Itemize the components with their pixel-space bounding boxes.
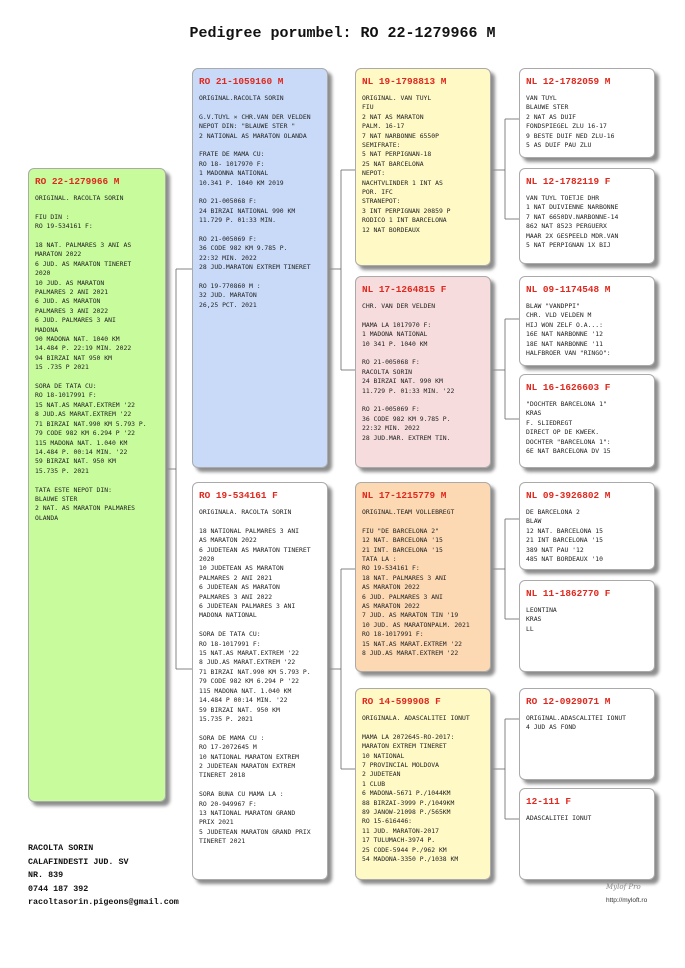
note-line: 389 NAT PAU '12 [526,545,584,554]
pedigree-notes [526,194,648,250]
note-line: 4 JUD AS FOND [526,723,577,732]
note-line: 79 CODE 982 KM 6.294 P '22 [35,429,136,438]
note-line: 5 NAT PERPIGNAN-18 [362,150,432,159]
note-line: 5 NAT PERPIGNAN 1X BIJ [526,241,611,250]
note-line: FONDSPIEGEL ZLU 16-17 [526,122,607,131]
pedigree-notes [526,606,648,634]
ring-number: NL 12-1782059 M [526,76,611,87]
pedigree-notes [526,714,648,733]
note-line: F. SLIEDREGT [526,418,573,427]
note-line: FIU [362,103,374,112]
note-line: 15 NAT.AS MARAT.EXTREM '22 [199,649,300,658]
note-line: RO 19-770860 M : [199,282,261,291]
note-line: 6E NAT BARCELONA DV 15 [526,447,611,456]
ring-number: RO 21-1059160 M [199,76,284,87]
note-line: 88 BIRZAI-3999 P./1049KM [362,798,455,807]
note-line: PALMARES 3 ANI 2022 [199,592,273,601]
note-line: KRAS [526,615,542,624]
note-line: ORIGINAL.ADASCALITEI IONUT [526,714,627,722]
note-line: 7 JUD. AS MARATON TIN '19 [362,611,459,620]
note-line: 15.735 P. 2021 [199,714,253,723]
note-line: 12 NAT. BARCELONA 15 [526,526,603,535]
note-line: 2 NAT AS MARATON [362,112,424,121]
pedigree-notes [199,94,321,310]
ring-number: NL 12-1782119 F [526,176,611,187]
note-line: PRIX 2021 [199,818,234,827]
note-line: RO 17-2072645 M [199,743,257,752]
card-dam [192,482,328,880]
card-sire-sire [355,68,491,266]
note-line [35,232,159,241]
card-subject [28,168,166,802]
note-line [362,396,484,405]
note-line: 25 CODE-5944 P./962 KM [362,845,447,854]
breeder-phone: 0744 187 392 [28,883,89,894]
note-line: 15 .735 P 2021 [35,363,89,372]
note-line: RO 21-005069 F: [362,405,420,414]
note-line: TATA LA : [362,555,397,564]
note-line: SEMIFRATE: [362,141,401,150]
software-url: http://myloft.ro [606,897,648,904]
note-line: RO 18-1017991 F: [362,630,424,639]
note-line: 6 JUD. AS MARATON TINERET [35,259,132,268]
note-line: 6 JUD. PALMARES 3 ANI [362,592,443,601]
note-line: 7 NAT 6650DV.NARBONNE-14 [526,212,619,221]
note-line [362,311,484,320]
note-line: RO 18-1017991 F: [35,391,97,400]
ring-number: RO 22-1279966 M [35,176,120,187]
note-line: TATA ESTE NEPOT DIN: [35,485,112,494]
note-line: CHR. VAN DER VELDEN [362,302,436,310]
ring-number: RO 14-599908 F [362,696,441,707]
note-line: 115 MADONA NAT. 1.040 KM [199,686,292,695]
note-line: ORIGINAL. RACOLTA SORIN [35,194,124,202]
note-line: 18 NAT. PALMARES 3 ANI [362,573,447,582]
note-line: 10 JUD. AS MARATON [35,278,105,287]
pedigree-notes [362,302,484,443]
note-line: 36 CODE 982 KM 9.785 P. [362,414,451,423]
note-line: 18 NAT. PALMARES 3 ANI AS [35,241,132,249]
note-line: 6 JUDETEAN AS MARATON [199,583,280,592]
note-line: ORIGINAL.RACOLTA SORIN [199,94,284,102]
note-line: SORA DE TATA CU: [35,382,97,391]
note-line: 10 JUDETEAN AS MARATON [199,564,284,573]
breeder-number: NR. 839 [28,870,64,881]
note-line: SORA DE TATA CU: [199,630,261,639]
pedigree-notes [526,814,648,823]
note-line: 26,25 PCT. 2021 [199,300,257,309]
note-line: 24 BIRZAI NATIONAL 990 KM [199,206,296,215]
breeder-contact [28,842,179,910]
note-line: RO 18- 1017970 F: [199,159,265,168]
note-line: ORIGINAL.TEAM VOLLEBREGT [362,508,455,516]
note-line: 5 AS DUIF PAU ZLU [526,141,592,150]
note-line: VAN TUYL [526,94,557,102]
note-line [199,273,321,282]
note-line: 8 JUD.AS MARAT.EXTREM '22 [362,649,459,658]
ring-number: RO 12-0929071 M [526,696,611,707]
note-line: 13 NATIONAL MARATON GRAND [199,808,296,817]
note-line: 59 BIRZAI NAT. 950 KM [35,457,116,466]
note-line: 3 INT PERPIGNAN 20859 P [362,206,451,215]
card-ssd [519,168,655,264]
note-line: 6 JUD. PALMARES 3 ANI [35,316,116,325]
note-line: 11 JUD. MARATON-2017 [362,826,439,835]
note-line: MARATON EXTREM TINERET [362,742,447,751]
note-line: 21 INT BARCELONA '15 [526,536,603,545]
note-line: RO 18-1017991 F: [199,639,261,648]
card-sdd [519,374,655,468]
note-line: DIRECT OP DE KWEEK. [526,428,600,437]
note-line: TINERET 2021 [199,837,246,846]
card-sds [519,276,655,366]
ring-number: NL 17-1215779 M [362,490,447,501]
note-line: HIJ WON ZELF O.A...: [526,320,603,329]
note-line: RO 19-534161 F: [35,222,93,231]
note-line: 10 NATIONAL MARATON EXTREM [199,752,300,761]
card-dam-dam [355,688,491,880]
card-dsd [519,580,655,672]
pedigree-notes [526,94,648,150]
note-line: 6 JUDETEAN AS MARATON TINERET [199,545,311,554]
note-line: 18 NATIONAL PALMARES 3 ANI [199,526,300,535]
note-line: 79 CODE 982 KM 6.294 P '22 [199,677,300,686]
note-line: POR. IFC [362,188,393,197]
card-dam-sire [355,482,491,672]
pedigree-notes [199,508,321,847]
note-line: 12 NAT BORDEAUX [362,225,420,234]
ring-number: NL 09-1174548 M [526,284,611,295]
note-line: 10 NATIONAL [362,751,405,760]
note-line: RACOLTA SORIN [362,367,413,376]
note-line: 90 MADONA NAT. 1040 KM [35,335,120,344]
note-line: 2 NATIONAL AS MARATON OLANDA [199,131,307,140]
pedigree-notes [526,302,648,358]
note-line: 10 341 P. 1040 KM [362,339,428,348]
note-line: 2 JUDETEAN MARATON EXTREM [199,761,296,770]
note-line: RO 21-005068 F: [199,197,257,206]
card-sss [519,68,655,158]
note-line: 2 JUDETEAN [362,770,401,779]
pedigree-notes [362,508,484,658]
note-line: OLANDA [35,513,59,522]
note-line: 1 MADONNA NATIONAL [199,169,269,178]
note-line: HALFBROER VAN "RINGO": [526,349,611,358]
card-sire [192,68,328,468]
note-line: 2 NAT AS DUIF [526,112,577,121]
note-line: 36 CODE 982 KM 9.785 P. [199,244,288,253]
note-line: 9 BESTE DUIF NED ZLU-16 [526,131,615,140]
ring-number: NL 11-1862770 F [526,588,611,599]
note-line: 6 MADONA-5671 P./1044KM [362,789,451,798]
note-line: 15 NAT.AS MARAT.EXTREM '22 [362,639,463,648]
note-line: G.V.TUYL × CHR.VAN DER VELDEN [199,112,311,121]
note-line [199,724,321,733]
note-line: 8 JUD.AS MARAT.EXTREM '22 [35,410,132,419]
card-ddd [519,788,655,880]
note-line: PALMARES 3 ANI 2022 [35,306,109,315]
note-line: 485 NAT BORDEAUX '10 [526,555,603,564]
note-line: BLAUWE STER [35,494,78,503]
note-line: CHR. VLD VELDEN M [526,311,592,320]
note-line: 71 BIRZAI NAT.990 KM 5.793 P. [199,667,311,676]
note-line: "DOCHTER BARCELONA 1" [526,400,607,408]
note-line: 1 NAT DUIVIENNE NARBONNE [526,203,619,212]
note-line: 5 JUDETEAN MARATON GRAND PRIX [199,827,311,836]
note-line: 71 BIRZAI NAT.990 KM 5.793 P. [35,419,147,428]
card-dss [519,482,655,570]
card-sire-dam [355,276,491,468]
note-line: 22:32 MIN. 2022 [199,253,257,262]
note-line: NEPOT DIN: "BLAUWE STER " [199,122,296,131]
note-line: RO 19-534161 F: [362,564,420,573]
note-line: LL [526,624,534,633]
note-line: ORIGINALA. RACOLTA SORIN [199,508,292,516]
note-line: 24 BIRZAI NAT. 990 KM [362,377,443,386]
note-line: 15.735 P. 2021 [35,466,89,475]
note-line: 10.341 P. 1040 KM 2019 [199,178,284,187]
note-line: 54 MADONA-3350 P./1038 KM [362,855,459,864]
note-line: 10 JUD. AS MARATONPALM. 2021 [362,620,470,629]
note-line: 12 NAT. BARCELONA '15 [362,536,443,545]
note-line [199,103,321,112]
note-line: AS MARATON 2022 [199,536,257,545]
note-line: FRATE DE MAMA CU: [199,150,265,159]
note-line [362,349,484,358]
note-line: MARATON 2022 [35,250,82,259]
note-line: 7 PROVINCIAL MOLDOVA [362,761,439,770]
note-line: 28 JUD.MAR. EXTREM TIN. [362,433,451,442]
note-line: 94 BIRZAI NAT 950 KM [35,353,112,362]
breeder-address: CALAFINDESTI JUD. SV [28,856,129,867]
note-line: 2020 [199,555,215,564]
note-line: SORA BUNA CU MAMA LA : [199,790,284,799]
note-line: PALMARES 2 ANI 2021 [35,288,109,297]
note-line: MAMA LA 2072645-RO-2017: [362,732,455,741]
note-line [362,517,484,526]
note-line: SORA DE MAMA CU : [199,733,265,742]
note-line: ADASCALITEI IONUT [526,814,592,822]
note-line: RO 15-616446: [362,817,413,826]
note-line: 11.729 P. 01:33 MIN. [199,216,276,225]
pedigree-notes [526,508,648,564]
note-line: KRAS [526,409,542,418]
page-title: Pedigree porumbel: RO 22-1279966 M [189,25,496,42]
note-line: 1 CLUB [362,779,386,788]
note-line: NACHTVLINDER 1 INT AS [362,178,443,187]
note-line: MADONA [35,325,59,334]
ring-number: NL 16-1626603 F [526,382,611,393]
note-line: RO 21-005068 F: [362,358,420,367]
note-line [362,723,484,732]
note-line: DE BARCELONA 2 [526,508,580,516]
pedigree-notes [526,400,648,456]
note-line: 8 JUD.AS MARAT.EXTREM '22 [199,658,296,667]
card-dds [519,688,655,780]
note-line: 18E NAT NARBONNE '11 [526,339,603,348]
note-line: FIU "DE BARCELONA 2" [362,526,439,535]
ring-number: 12-111 F [526,796,572,807]
note-line: 115 MADONA NAT. 1.040 KM [35,438,128,447]
note-line: RO 20-949967 F: [199,799,257,808]
note-line: STRANEPOT: [362,197,401,206]
note-line: PALMARES 2 ANI 2021 [199,573,273,582]
note-line: 59 BIRZAI NAT. 950 KM [199,705,280,714]
note-line: FIU DIN : [35,212,70,221]
note-line [199,141,321,150]
note-line: 1 MADONA NATIONAL [362,330,428,339]
note-line: 21 INT. BARCELONA '15 [362,545,443,554]
note-line: 14.484 P. 00:14 MIN. '22 [35,447,128,456]
note-line: 6 JUD. AS MARATON [35,297,101,306]
note-line: 14.484 P 00:14 MIN. '22 [199,696,288,705]
note-line: NEPOT: [362,169,386,178]
note-line: MAMA LA 1017970 F: [362,320,432,329]
note-line: 32 JUD. MARATON [199,291,257,300]
note-line: 28 JUD.MARATON EXTREM TINERET [199,263,311,272]
note-line [35,476,159,485]
note-line [35,373,159,382]
note-line: 25 NAT BARCELONA [362,159,424,168]
note-line: 862 NAT 8523 PERGUERX [526,222,607,231]
note-line: AS MARATON 2022 [362,602,420,611]
note-line: 11.729 P. 01:33 MIN. '22 [362,386,455,395]
ring-number: NL 19-1798813 M [362,76,447,87]
note-line [199,226,321,235]
note-line: LEONTINA [526,606,557,614]
note-line: TINERET 2018 [199,771,246,780]
note-line: 15 NAT.AS MARAT.EXTREM '22 [35,400,136,409]
software-signature: Mylof Pro [606,883,641,891]
note-line: RODICO 1 INT BARCELONA [362,216,447,225]
note-line: ORIGINALA. ADASCALITEI IONUT [362,714,470,722]
note-line: VAN TUYL TOETJE DHR [526,194,600,202]
breeder-email: racoltasorin.pigeons@gmail.com [28,897,179,908]
note-line: 22:32 MIN. 2022 [362,424,420,433]
note-line [35,203,159,212]
note-line: DOCHTER "BARCELONA 1": [526,437,611,446]
note-line: BLAUWE STER [526,103,569,112]
note-line: BLAW "VANDPPI" [526,302,580,310]
note-line [199,517,321,526]
note-line: 7 NAT NARBONNE 6550P [362,131,439,140]
note-line: 6 JUDETEAN PALMARES 3 ANI [199,602,296,611]
note-line [199,188,321,197]
ring-number: NL 09-3926802 M [526,490,611,501]
pedigree-notes [35,194,159,523]
note-line: 17 TULUMACH-3974 P. [362,836,436,845]
pedigree-notes [362,714,484,864]
note-line: 14.484 P. 22:19 MIN. 2022 [35,344,132,353]
note-line: AS MARATON 2022 [362,583,420,592]
note-line: BLAW [526,517,542,526]
breeder-name: RACOLTA SORIN [28,843,94,853]
note-line [199,621,321,630]
note-line: ORIGINAL. VAN TUYL [362,94,432,102]
note-line: MAAR 2X GESPEELD MDR.VAN [526,231,619,240]
note-line: 16E NAT NARBONNE '12 [526,330,603,339]
note-line: 2 NAT. AS MARATON PALMARES [35,504,136,513]
note-line [199,781,321,790]
note-line: 2020 [35,269,51,278]
ring-number: NL 17-1264815 F [362,284,447,295]
note-line: RO 21-005069 F: [199,235,257,244]
note-line: 89 JANOW-21098 P./565KM [362,808,451,817]
pedigree-notes [362,94,484,235]
note-line: PALM. 16-17 [362,122,405,131]
note-line: MADONA NATIONAL [199,611,257,620]
ring-number: RO 19-534161 F [199,490,278,501]
